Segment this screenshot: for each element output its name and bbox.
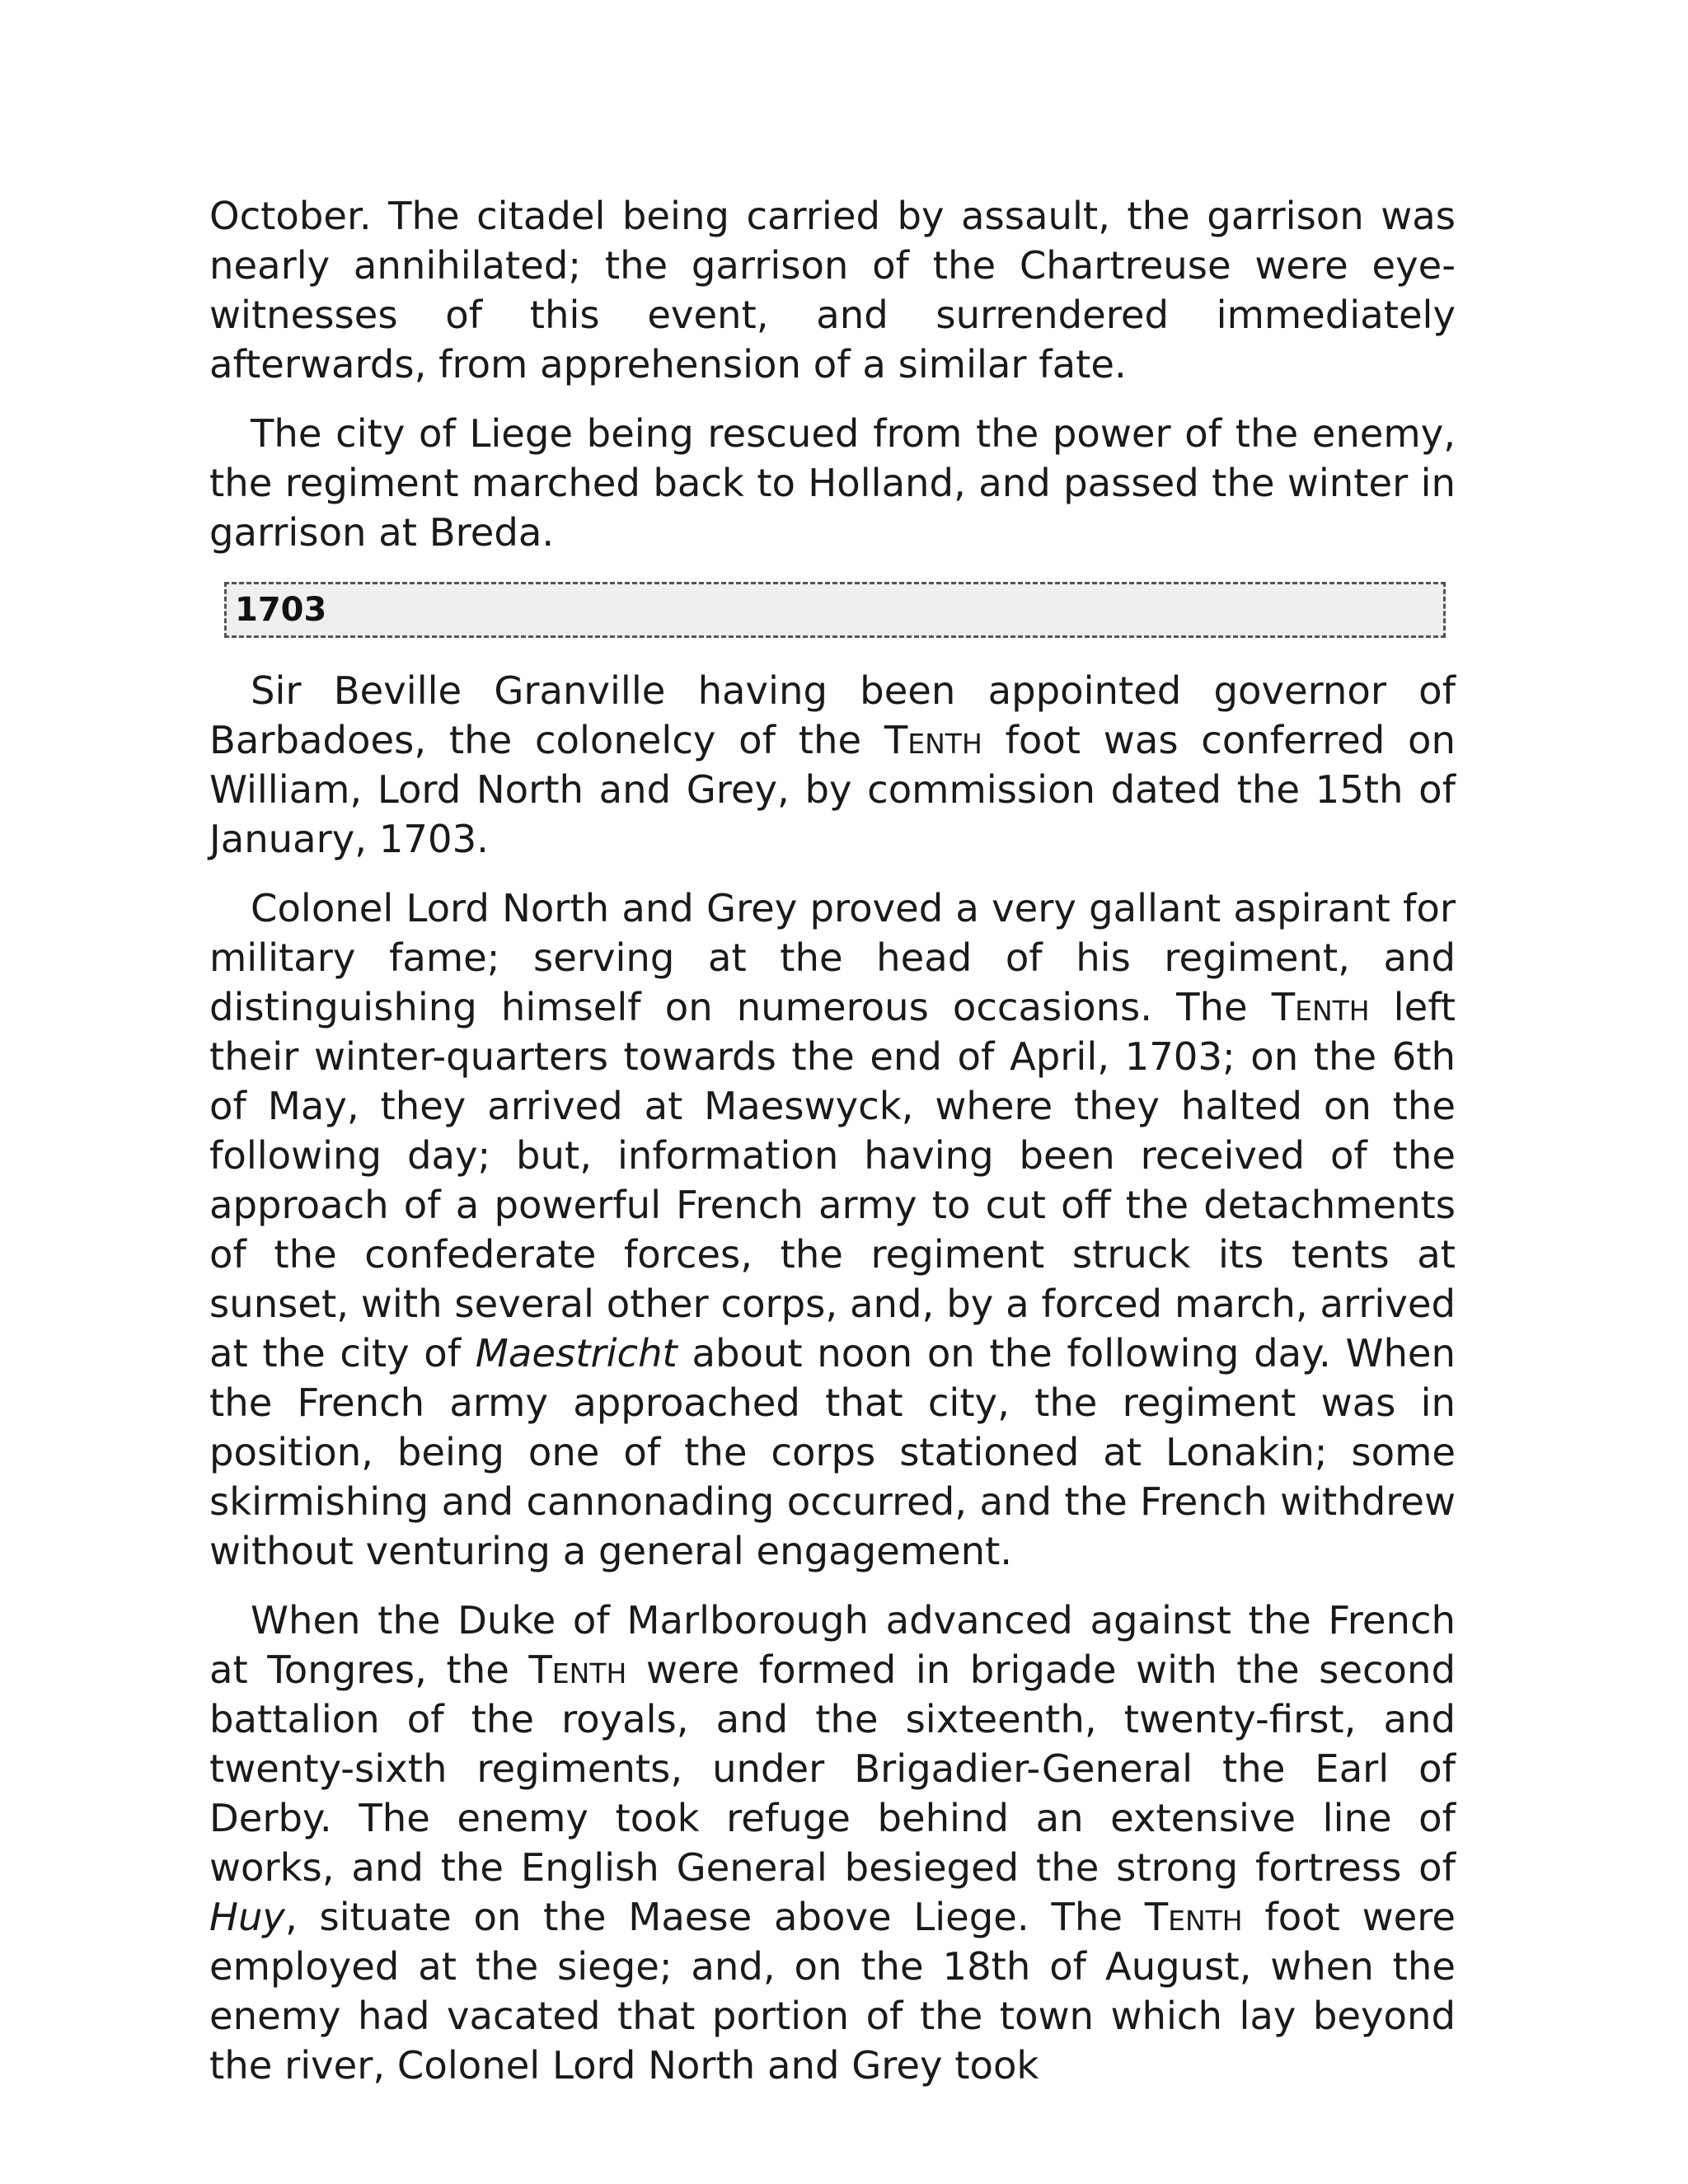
page-body (209, 191, 1456, 2110)
paragraph-1-text: October. The citadel being carried by assault, the garrison was nearly annihilated; the garrison of the Chartreuse were eye-witnesses of this event, and surrendered immediately afterwards, from apprehension of a similar fate. (209, 194, 1456, 387)
paragraph-2-text: The city of Liege being rescued from the power of the enemy, the regiment marched back to Holland, and passed the winter in garrison at Breda. (209, 411, 1456, 555)
place-name-italic: Maestricht (475, 1331, 678, 1376)
paragraph-4-text-c: about noon on the following day. When the French army approached that city, the regiment was in position, being one of the corps stationed at Lonakin; some skirmishing and cannonading occurred, and the French withdrew without venturing a general engagement. (209, 1331, 1456, 1573)
paragraph-3-text-b: foot was conferred on William, Lord North and Grey, by commission dated the 15th of January, 1703. (209, 718, 1456, 861)
paragraph-5-text-c: , situate on the Maese above Liege. The (284, 1895, 1145, 1939)
paragraph-5 (209, 1596, 1456, 2090)
regiment-name-smallcaps: Tenth (1271, 985, 1370, 1029)
regiment-name-smallcaps: Tenth (528, 1647, 627, 1692)
paragraph-2 (209, 409, 1456, 557)
regiment-name-smallcaps: Tenth (884, 718, 982, 762)
year-heading-box (224, 582, 1446, 638)
paragraph-5-text-a: When the Duke of Marlborough advanced against the French at Tongres, the (209, 1598, 1456, 1692)
paragraph-3-text-a: Sir Beville Granville having been appointed governor of Barbadoes, the colonelcy of the (209, 668, 1456, 762)
paragraph-1 (209, 191, 1456, 389)
year-heading: 1703 (235, 591, 327, 629)
paragraph-4-text-a: Colonel Lord North and Grey proved a very gallant aspirant for military fame; serving at the head of his regiment, and distinguishing himself on numerous occasions. The (209, 886, 1456, 1029)
paragraph-4 (209, 883, 1456, 1576)
place-name-italic: Huy (209, 1895, 285, 1939)
paragraph-5-text-b: were formed in brigade with the second battalion of the royals, and the sixteenth, twenty-first, and twenty-sixth regiments, under Brigadier-General the Earl of Derby. The enemy took refuge behind an extensive line of works, and the English General besieged the strong fortress of (209, 1647, 1456, 1890)
paragraph-4-text-b: left their winter-quarters towards the end of April, 1703; on the 6th of May, they arrived at Maeswyck, where they halted on the following day; but, information having been received of the approach of a powerful French army to cut off the detachments of the confederate forces, the regiment struck its tents at sunset, with several other corps, and, by a forced march, arrived at the city of (209, 985, 1456, 1376)
paragraph-5-text-d: foot were employed at the siege; and, on the 18th of August, when the enemy had vacated that portion of the town which lay beyond the river, Colonel Lord North and Grey took (209, 1895, 1456, 2088)
regiment-name-smallcaps: Tenth (1144, 1895, 1243, 1939)
paragraph-3 (209, 666, 1456, 864)
